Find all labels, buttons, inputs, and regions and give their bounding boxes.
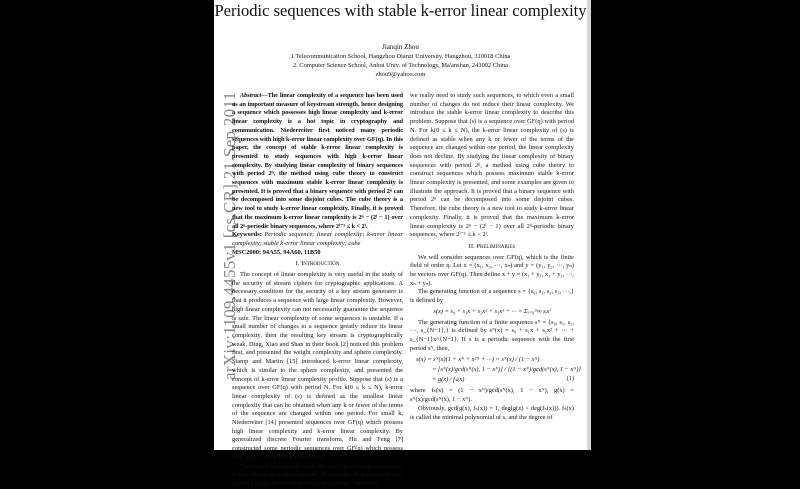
arxiv-identifier: arXiv:1109.4455v1 [cs.CR] 21 Sep 2011 — [220, 91, 239, 380]
section-heading-introduction: I. Introduction — [295, 260, 340, 268]
author-name: Jianqin Zhou — [382, 43, 419, 51]
section-heading-preliminaries: II. Preliminaries — [468, 242, 516, 250]
author-email: zhou9@yahoo.com — [375, 71, 426, 78]
preliminaries-paragraph-3: The generating function of a finite sequence sᴺ = {s₀, s₁, s₂, ···, s_{N−1},} is defined by sᴺ(x) = s₀ + s₁x + s₂x² + ··· + s_{N−1}x^{N−1}. If s is a periodic sequence with the first period sᴺ, then, — [410, 318, 574, 352]
affiliation-2: 2. Computer Science School, Anhui Univ. of Technology, Ma'anshan, 243002 China — [292, 62, 509, 69]
preliminaries-paragraph-5: Obviously, gcd(g(x), fₛ(x)) = 1, deg(g(x) < deg(fₛ(x))). fₛ(x) is called the minimal polynomial of s, and the degree of — [410, 404, 574, 421]
generating-function-equation: s(x) = s₀ + s₁x + s₂x² + s₃x³ + ··· = Σᵢ₌₀^∞ sᵢxⁱ — [433, 307, 551, 315]
left-column — [232, 92, 403, 489]
paper-title: Periodic sequences with stable k-error linear complexity — [214, 1, 587, 20]
abstract-label: Abstract— — [240, 92, 268, 99]
intro-paragraph-3: we really need to study such sequences, to which even a small number of changes do not reduce their linear complexity. We introduce the stable k-error linear complexity to describe this problem. Suppose that (s) is a sequence over GF(q) with period N. For k(0 ≤ k ≤ N), the k-error linear complexity of (s) is defined as stable when any k or fewer of the terms of the sequence are changed within one period, the linear complexity does not decline. By studying the linear complexity of binary sequences with period 2ⁿ, a method using cube theory to construct sequences which possess maximum stable k-error linear complexity is presented, and some examples are given to illustrate the approach. It is proved that a binary sequence with period 2ⁿ can be decomposed into some disjoint cubes. Therefore, the cube theory is a new tool to study k-error linear complexity. Finally, it is proved that the maximum k-error linear complexity is 2ⁿ − (2ˡ − 1) over all 2ⁿ-periodic binary sequences, where 2ˡ⁻¹ ≤ k < 2ˡ. — [410, 92, 574, 239]
equation-number: (1) — [566, 375, 574, 383]
equation-line-3: = g(x) / fₛ(x) — [432, 376, 465, 384]
paper-page — [214, 0, 587, 487]
equation-line-1: s(x) = sᴺ(x)(1 + xᴺ + x²ᴺ + ···) = sᴺ(x) / (1 − xᴺ) — [416, 356, 540, 364]
preliminaries-paragraph-1: We will consider sequences over GF(q), which is the finite field of order q. Let x = (x₁, x₂, ···, xₙ) and y = (y₁, y₂, ···, yₙ) be vectors over GF(q). Then define x + y = (x₁ + y₁, x₂ + y₂, ···, xₙ + yₙ). — [410, 253, 574, 287]
preliminaries-paragraph-4: where fₛ(x) = (1 − xᴺ)/gcd(sᴺ(x), 1 − xᴺ), g(x) = sᴺ(x)/gcd(sᴺ(x), 1 − xᴺ). — [410, 387, 574, 404]
preliminaries-paragraph-2: The generating function of a sequence s = {s₀, s₁, s₂, s₃, ···,} is defined by — [410, 288, 574, 305]
keywords — [232, 231, 403, 248]
abstract-text: The linear complexity of a sequence has been used as an important measure of keystream strength, hence designing a sequence which possesses high linear complexity and k-error linear complexity is a hot topic in cryptography and communication. Niederreiter first noticed many periodic sequences with high k-error linear complexity over GF(q). In this paper, the concept of stable k-error linear complexity is presented to study sequences with high k-error linear complexity. By studying linear complexity of binary sequences with period 2ⁿ, the method using cube theory to construct sequences with maximum stable k-error linear complexity is presented. It is proved that a binary sequence with period 2ⁿ can be decomposed into some disjoint cubes. The cube theory is a new tool to study k-error linear complexity. Finally, it is proved that the maximum k-error linear complexity is 2ⁿ − (2ˡ − 1) over all 2ⁿ-periodic binary sequences, where 2ˡ⁻¹ ≤ k < 2ˡ. — [232, 92, 403, 230]
msc-codes: MSC2000: 94A55, 94A60, 11B50 — [232, 248, 321, 256]
keywords-text: Periodic sequence; linear complexity; k-error linear complexity; stable k-error linear complexity; cube — [232, 231, 403, 247]
abstract — [232, 92, 403, 231]
right-column — [410, 92, 581, 422]
page-edge — [587, 0, 591, 450]
author-block — [214, 43, 587, 79]
intro-paragraph-1: The concept of linear complexity is very useful in the study of the security of stream ciphers for cryptographic applications. A necessary condition for the security of a key stream generator is that it produces a sequence with large linear complexity. However, high linear complexity can not necessarily guarantee the sequence is safe. The linear complexity of some sequences is unstable. If a small number of changes to a sequence greatly reduce its linear complexity, then the resulting key stream is cryptographically weak. Ding, Xiao and Shan in their book [2] noticed this problem first, and presented the weight complexity and sphere complexity. Stamp and Martin [15] introduced k-error linear complexity, which is similar to the sphere complexity, and presented the concept of k-error linear complexity profile. Suppose that (s) is a sequence over GF(q) with period N. For k(0 ≤ k ≤ N), k-error linear complexity of (s) is defined as the smallest linear complexity that can be obtained when any k or fewer of the terms of the sequence are changed within one period. For small k, Niederreiter [14] presented sequences over GF(q) which possess high linear complexity and k-error linear complexity. By generalized discrete Fourier transform, Hu and Feng [7] constructed some periodic sequences over GF(q) which possess very large 1-error linear complexity. — [232, 271, 403, 461]
keywords-label: Keywords: — [232, 231, 262, 239]
affiliation-1: 1.Telecommunication School, Hangzhou Dianzi University, Hangzhou, 310018 China — [290, 53, 511, 60]
intro-paragraph-2: The reason why people study the stability of linear complexity is that changing a small number of elements in a sequence may lead to a sharp decline of its linear complexity. Therefore — [232, 462, 403, 487]
equation-line-2: = [sᴺ(x)/gcd(sᴺ(x), 1 − xᴺ)] / [(1 − xᴺ)/gcd(sᴺ(x), 1 − xᴺ)] — [432, 366, 581, 374]
equation-1 — [410, 355, 581, 385]
